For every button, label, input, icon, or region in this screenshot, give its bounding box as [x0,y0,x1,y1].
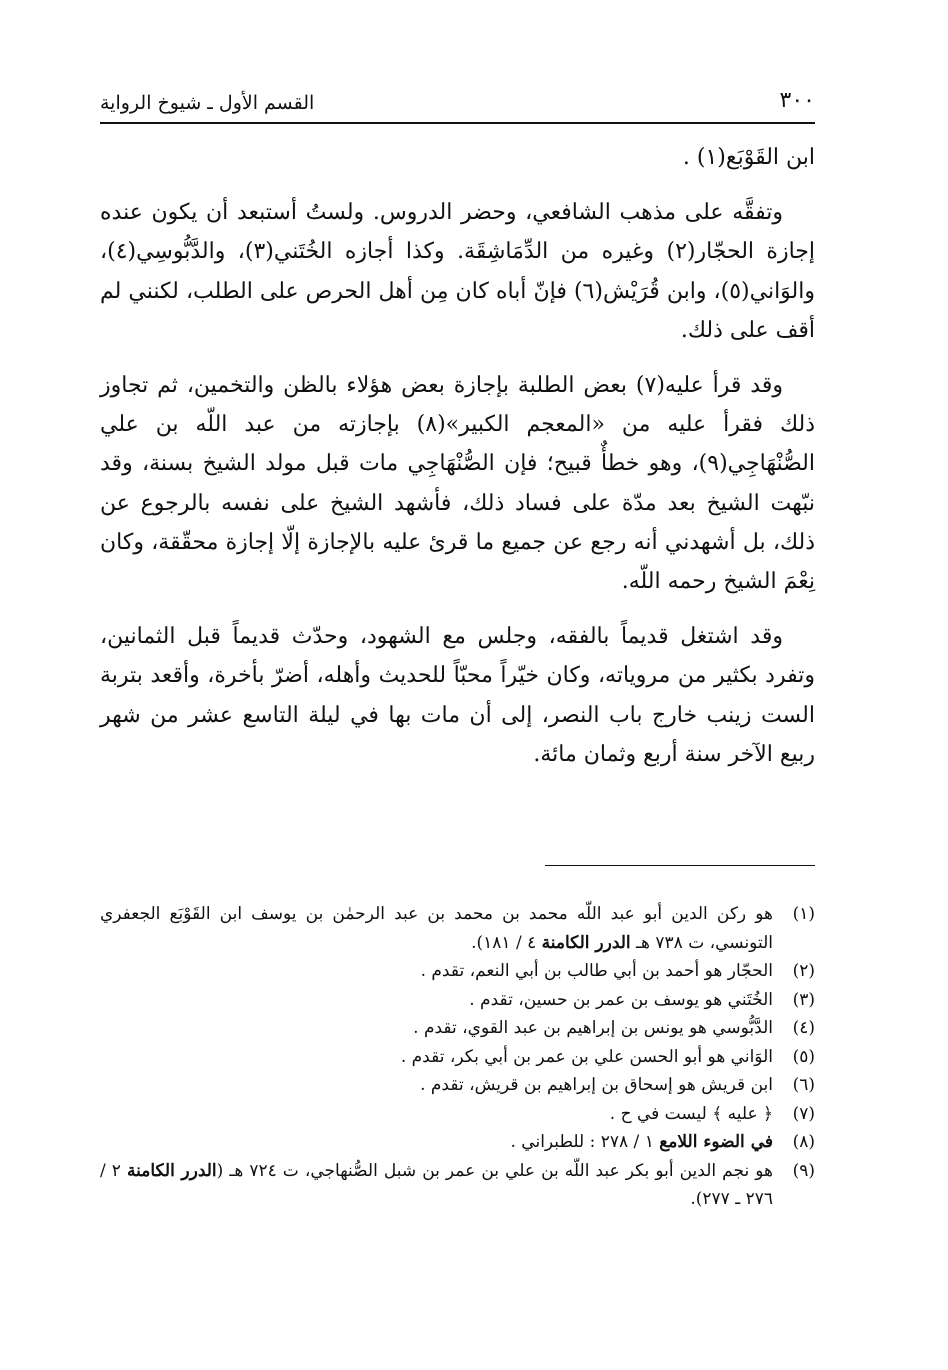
footnote-body: هو ركن الدين أبو عبد اللّه محمد بن محمد بن عبد الرحمٰن بن يوسف ابن القَوْبَع الجعفري التونسي، ت ٧٣٨ هـ [100,904,773,953]
footnote-number: (٨) [792,1132,815,1152]
book-page [100,0,815,1370]
running-title: القسم الأول ـ شيوخ الرواية [100,92,315,114]
page-header [100,82,815,124]
paragraph: وقد قرأ عليه(٧) بعض الطلبة بإجازة بعض هؤلاء بالظن والتخمين، ثم تجاوز ذلك فقرأ عليه من «المعجم الكبير»(٨) بإجازته من عبد اللّه بن علي الصُّنْهَاجِي(٩)، وهو خطأٌ قبيح؛ فإن الصُّنْهَاجِي مات قبل مولد الشيخ بسنة، وقد نبّهت الشيخ بعد مدّة على فساد ذلك، فأشهد الشيخ على نفسه بالرجوع عن ذلك، بل أشهدني أنه رجع عن جميع ما قرئ عليه بالإجازة إلّا إجازة محقّقة، وكان نِعْمَ الشيخ رحمه اللّه. [100,373,815,595]
footnote-source: في الضوء اللامع [659,1132,773,1152]
footnote [100,900,815,957]
footnote [100,957,815,986]
footnote-number: (٧) [792,1103,815,1124]
footnote-number: (٢) [792,961,815,981]
footnote-number: (٥) [792,1046,815,1067]
footnote-body: ١ / ٢٧٨ : للطبراني . [510,1132,660,1152]
footnote-citation: ٢ / ٢٧٦ ـ ٢٧٧). [100,1160,773,1209]
footnotes [100,900,815,1214]
footnote-separator [545,865,815,866]
page-number: ٣٠٠ [779,88,815,113]
footnote [100,1014,815,1043]
footnote-text [100,1128,773,1157]
footnote-number: (٤) [792,1018,815,1038]
footnote [100,1043,815,1072]
footnote [100,986,815,1015]
footnote-number: (١) [792,904,815,924]
footnote-number: (٦) [792,1075,815,1095]
footnote-source: الدرر الكامنة [541,932,631,953]
footnote-text: ابن قريش هو إسحاق بن إبراهيم بن قريش، تقدم . [420,1075,773,1095]
footnote-number: (٣) [792,989,815,1010]
footnote-text: ﴿ عليه ﴾ ليست في ح . [609,1103,773,1124]
footnote-text [100,1157,773,1214]
footnote-source: الدرر الكامنة [127,1160,217,1181]
footnote-number: (٩) [792,1160,815,1181]
footnote-text: الدَّبُّوسي هو يونس بن إبراهيم بن عبد القوي، تقدم . [413,1018,773,1038]
footnote-text: الحجّار هو أحمد بن أبي طالب بن أبي النعم، تقدم . [420,961,773,981]
footnote-body: هو نجم الدين أبو بكر عبد اللّه بن علي بن عمر بن شبل الصُّنهاجي، ت ٧٢٤ هـ ( [216,1160,773,1181]
footnote [100,1128,815,1157]
paragraph: ابن القَوْبَع(١) . [682,145,815,170]
paragraph: وقد اشتغل قديماً بالفقه، وجلس مع الشهود، وحدّث قديماً قبل الثمانين، وتفرد بكثير من مروياته، وكان خيّراً محبّاً للحديث وأهله، أضرّ بأخرة، وأقعد بتربة الست زينب خارج باب النصر، إلى أن مات بها في ليلة التاسع عشر من شهر ربيع الآخر سنة أربع وثمان مائة. [100,624,815,767]
footnote [100,1100,815,1129]
footnote [100,1071,815,1100]
paragraph: وتفقَّه على مذهب الشافعي، وحضر الدروس. ولستُ أستبعد أن يكون عنده إجازة الحجّار(٢) وغيره من الدِّمَاشِقَة. وكذا أجازه الخُتَني(٣)، والدَّبُّوسِي(٤)، والوَاني(٥)، وابن قُرَيْش(٦) فإنّ أباه كان مِن أهل الحرص على الطلب، لكنني لم أقف على ذلك. [100,200,815,343]
footnote [100,1157,815,1214]
footnote-text: الخُتَني هو يوسف بن عمر بن حسين، تقدم . [469,989,773,1010]
main-text [100,138,815,790]
footnote-text: الوَاني هو أبو الحسن علي بن عمر بن أبي بكر، تقدم . [400,1046,773,1067]
footnote-citation: ٤ / ١٨١). [471,932,542,953]
footnote-text [100,900,773,957]
